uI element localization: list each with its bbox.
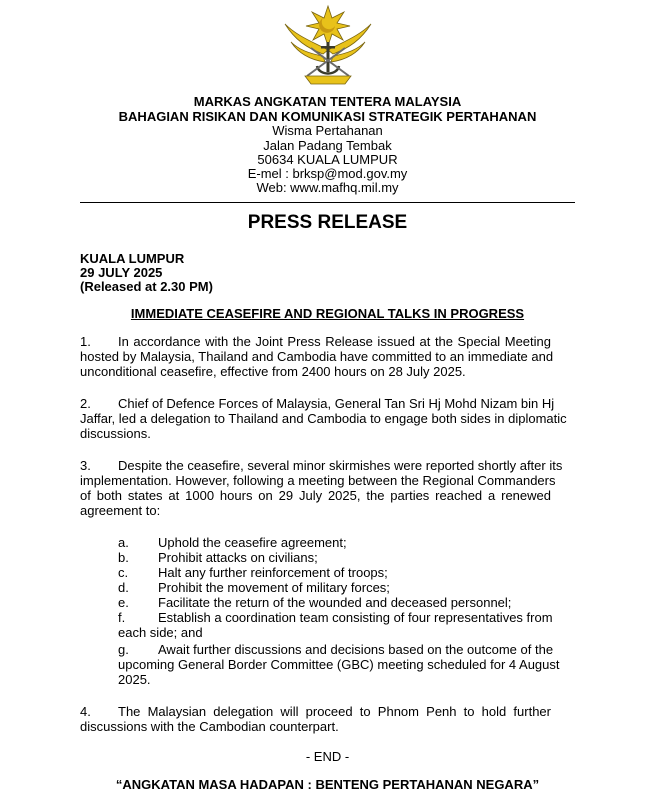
item-text: Prohibit attacks on civilians; (158, 550, 318, 565)
item-text: upcoming General Border Committee (GBC) meeting scheduled for 4 August (118, 657, 560, 672)
agreement-item-b (118, 550, 318, 565)
item-text: Establish a coordination team consisting of four representatives from (158, 610, 553, 625)
item-letter: f. (118, 610, 126, 625)
paragraph-line: Jaffar, led a delegation to Thailand and Cambodia to engage both sides in diplomatic (80, 411, 567, 426)
document-title: PRESS RELEASE (247, 212, 408, 233)
paragraph-line: of both states at 1000 hours on 29 July 2025, the parties reached a renewed (80, 488, 551, 503)
paragraph-line: In accordance with the Joint Press Release issued at the Special Meeting (118, 334, 551, 349)
item-text: Facilitate the return of the wounded and deceased personnel; (158, 595, 512, 610)
item-text: Halt any further reinforcement of troops; (158, 565, 388, 580)
agreement-item-e (118, 595, 511, 610)
item-text: each side; and (118, 625, 203, 640)
release-date: 29 JULY 2025 (80, 265, 163, 280)
item-text: Await further discussions and decisions based on the outcome of the (158, 642, 554, 657)
end-marker: - END - (305, 749, 350, 764)
org-name: MARKAS ANGKATAN TENTERA MALAYSIA (193, 94, 462, 109)
agreement-item-a (118, 535, 347, 550)
paragraph-line: Despite the ceasefire, several minor skirmishes were reported shortly after its (118, 458, 563, 473)
paragraph-2 (80, 396, 567, 441)
item-letter: d. (118, 580, 129, 595)
paragraph-number: 1. (80, 334, 91, 349)
crest-base (305, 76, 351, 84)
item-letter: b. (118, 550, 129, 565)
motto: “ANGKATAN MASA HADAPAN : BENTENG PERTAHANAN NEGARA” (115, 777, 540, 792)
paragraph-line: discussions. (80, 426, 151, 441)
paragraph-number: 3. (80, 458, 91, 473)
item-text: Prohibit the movement of military forces; (158, 580, 390, 595)
item-text: Uphold the ceasefire agreement; (158, 535, 347, 550)
web-line: Web: www.mafhq.mil.my (256, 180, 399, 195)
armed-forces-crest-logo (283, 4, 373, 88)
header-divider (80, 202, 575, 203)
paragraph-3 (80, 458, 563, 518)
email-line: E-mel : brksp@mod.gov.my (247, 166, 408, 181)
address-line-3: 50634 KUALA LUMPUR (257, 152, 398, 167)
paragraph-1 (80, 334, 554, 379)
item-letter: g. (118, 642, 129, 657)
item-letter: e. (118, 595, 129, 610)
agreement-item-c (118, 565, 388, 580)
paragraph-line: The Malaysian delegation will proceed to Phnom Penh to hold further (118, 704, 551, 719)
paragraph-line: Chief of Defence Forces of Malaysia, General Tan Sri Hj Mohd Nizam bin Hj (118, 396, 555, 411)
item-letter: a. (118, 535, 129, 550)
crest-star (306, 6, 350, 46)
subject-heading: IMMEDIATE CEASEFIRE AND REGIONAL TALKS IN PROGRESS (130, 306, 525, 321)
division-name: BAHAGIAN RISIKAN DAN KOMUNIKASI STRATEGIK PERTAHANAN (118, 109, 537, 124)
release-place: KUALA LUMPUR (80, 251, 185, 266)
item-text: 2025. (118, 672, 151, 687)
paragraph-line: unconditional ceasefire, effective from 2400 hours on 28 July 2025. (80, 364, 466, 379)
paragraph-line: hosted by Malaysia, Thailand and Cambodia have committed to an immediate and (80, 349, 554, 364)
agreement-item-d (118, 580, 390, 595)
agreement-item-g (118, 642, 560, 687)
address-line-1: Wisma Pertahanan (272, 123, 383, 138)
paragraph-4 (80, 704, 551, 734)
release-time: (Released at 2.30 PM) (80, 279, 213, 294)
paragraph-number: 2. (80, 396, 91, 411)
address-line-2: Jalan Padang Tembak (263, 138, 392, 153)
paragraph-line: discussions with the Cambodian counterpart. (80, 719, 339, 734)
paragraph-line: agreement to: (80, 503, 161, 518)
item-letter: c. (118, 565, 129, 580)
agreement-item-f (118, 610, 551, 640)
paragraph-line: implementation. However, following a meeting between the Regional Commanders (80, 473, 556, 488)
paragraph-number: 4. (80, 704, 91, 719)
